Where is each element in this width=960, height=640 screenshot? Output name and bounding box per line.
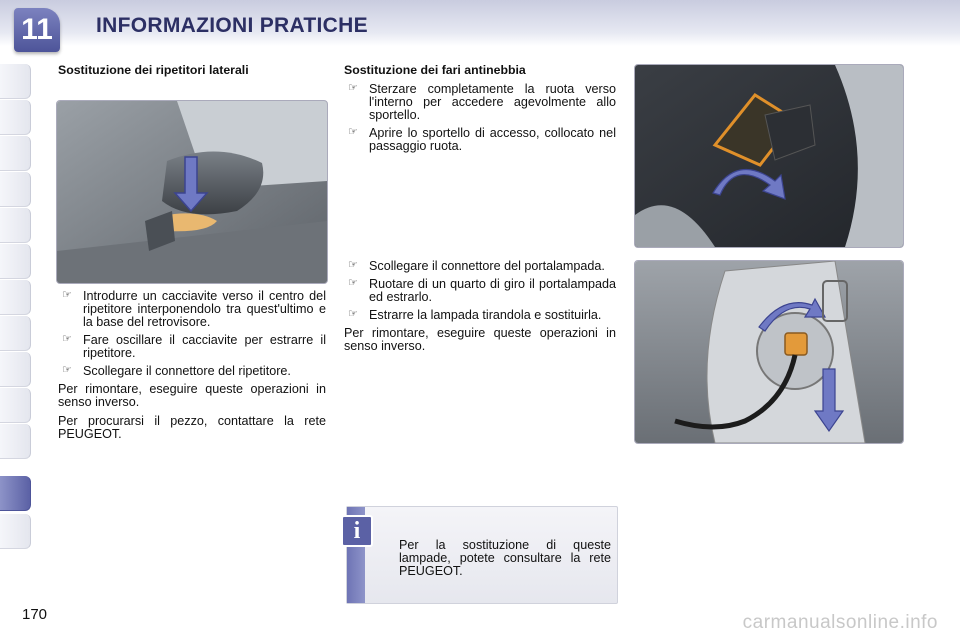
middle-column-bottom [344,260,616,359]
left-column-text [58,290,326,447]
side-tab[interactable] [0,388,31,423]
paragraph: Per rimontare, eseguire queste operazioni in senso inverso. [344,326,616,353]
fog-lamp-photo [634,260,904,444]
pointing-hand-icon: ☞ [348,308,358,320]
instruction-bullet: ☞ Scollegare il connettore del portalampada. [348,259,605,273]
side-tab[interactable] [0,424,31,459]
side-tab[interactable] [0,64,31,99]
section-title: Sostituzione dei ripetitori laterali [58,63,249,77]
page-title: INFORMAZIONI PRATICHE [96,14,368,37]
middle-column-top [344,64,616,158]
side-tab[interactable] [0,100,31,135]
instruction-bullet: ☞ Introdurre un cacciavite verso il centro del ripetitore interponendolo tra quest'ultimo e la base del retrovisore. [62,289,326,329]
pointing-hand-icon: ☞ [62,333,72,345]
instruction-bullet: ☞ Fare oscillare il cacciavite per estrarre il ripetitore. [62,333,326,360]
mirror-photo [56,100,328,284]
section-title-side-repeaters [58,64,326,83]
info-icon: i [341,515,373,547]
pointing-hand-icon: ☞ [62,364,72,376]
instruction-bullet: ☞ Sterzare completamente la ruota verso l'interno per accedere agevolmente allo sportello. [348,82,616,122]
pointing-hand-icon: ☞ [348,277,358,289]
pointing-hand-icon: ☞ [348,82,358,94]
paragraph: Per rimontare, eseguire queste operazioni in senso inverso. [58,382,326,409]
side-tab[interactable] [0,316,31,351]
fog-lamp-illustration [635,261,903,443]
section-title: Sostituzione dei fari antinebbia [344,63,526,77]
watermark: carmanualsonline.info [742,612,938,633]
pointing-hand-icon: ☞ [62,289,72,301]
instruction-bullet: ☞ Scollegare il connettore del ripetitore. [62,364,291,378]
paragraph: Per procurarsi il pezzo, contattare la rete PEUGEOT. [58,414,326,441]
side-tab[interactable] [0,136,31,171]
side-tab-strip [0,64,34,574]
side-tab-active[interactable] [0,476,31,511]
instruction-bullet: ☞ Aprire lo sportello di accesso, collocato nel passaggio ruota. [348,126,616,153]
side-tab[interactable] [0,208,31,243]
info-note-text: Per la sostituzione di queste lampade, potete consultare la rete PEUGEOT. [399,538,611,578]
side-tab[interactable] [0,244,31,279]
wheel-arch-illustration [635,65,903,247]
info-note-box [346,506,618,604]
instruction-bullet: ☞ Ruotare di un quarto di giro il portalampada ed estrarlo. [348,277,616,304]
side-tab[interactable] [0,172,31,207]
side-tab[interactable] [0,352,31,387]
side-tab[interactable] [0,280,31,315]
side-tab[interactable] [0,514,31,549]
mirror-illustration [57,101,327,283]
pointing-hand-icon: ☞ [348,259,358,271]
pointing-hand-icon: ☞ [348,126,358,138]
wheel-arch-photo [634,64,904,248]
chapter-badge: 11 [14,8,60,52]
page-number: 170 [22,606,48,623]
instruction-bullet: ☞ Estrarre la lampada tirandola e sostituirla. [348,308,602,322]
